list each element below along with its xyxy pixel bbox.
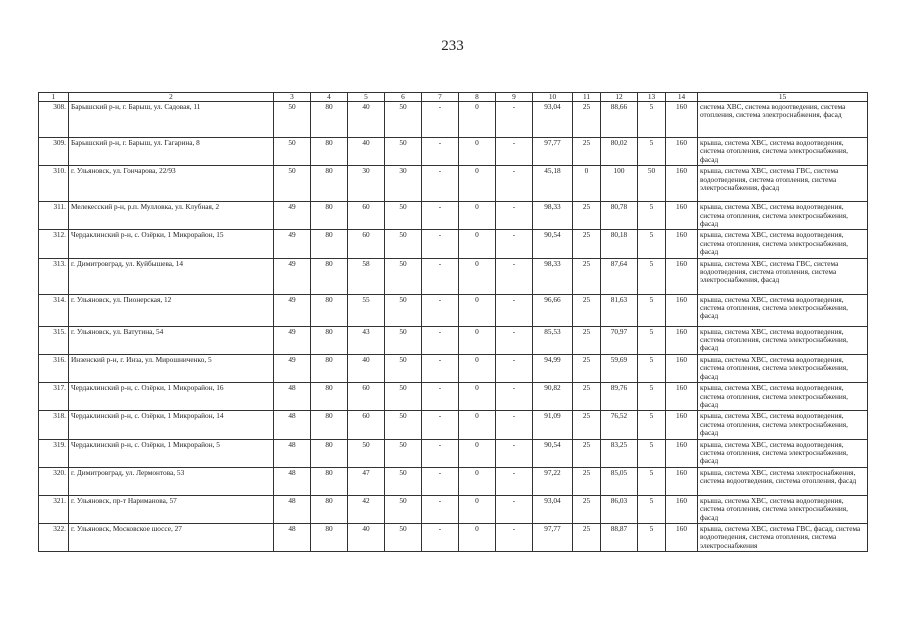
value-cell: 25	[573, 202, 601, 230]
value-cell: -	[496, 354, 533, 382]
value-cell: 160	[666, 411, 698, 439]
row-number-cell: 315.	[39, 326, 69, 354]
value-cell: 89,76	[601, 383, 638, 411]
value-cell: 48	[274, 523, 311, 551]
value-cell: 0	[459, 383, 496, 411]
value-cell: 80	[311, 326, 348, 354]
row-number-cell: 318.	[39, 411, 69, 439]
value-cell: 160	[666, 166, 698, 202]
value-cell: 80	[311, 294, 348, 326]
value-cell: 81,63	[601, 294, 638, 326]
works-cell: крыша, система ХВС, система водоотведения, система отопления, система электроснабжения, фасад	[698, 230, 868, 258]
value-cell: 160	[666, 523, 698, 551]
value-cell: 50	[385, 411, 422, 439]
value-cell: 0	[459, 102, 496, 138]
row-number-cell: 320.	[39, 467, 69, 495]
address-cell: г. Ульяновск, пр-т Нариманова, 57	[69, 495, 274, 523]
value-cell: 50	[385, 354, 422, 382]
header-cell: 11	[573, 93, 601, 102]
value-cell: -	[496, 439, 533, 467]
value-cell: 5	[638, 102, 666, 138]
value-cell: 50	[638, 166, 666, 202]
header-cell: 8	[459, 93, 496, 102]
value-cell: -	[422, 411, 459, 439]
table-row	[39, 467, 868, 495]
value-cell: 50	[385, 230, 422, 258]
value-cell: 90,54	[533, 439, 573, 467]
value-cell: 50	[385, 383, 422, 411]
works-cell: крыша, система ХВС, система водоотведения, система отопления, система электроснабжения, фасад	[698, 495, 868, 523]
value-cell: 50	[385, 258, 422, 294]
row-number-cell: 317.	[39, 383, 69, 411]
value-cell: 160	[666, 202, 698, 230]
table-row	[39, 102, 868, 138]
header-cell: 5	[348, 93, 385, 102]
value-cell: -	[496, 326, 533, 354]
value-cell: 97,77	[533, 138, 573, 166]
table-row	[39, 411, 868, 439]
row-number-cell: 322.	[39, 523, 69, 551]
table-row	[39, 138, 868, 166]
value-cell: 60	[348, 230, 385, 258]
value-cell: 0	[459, 411, 496, 439]
value-cell: 49	[274, 326, 311, 354]
value-cell: 5	[638, 258, 666, 294]
works-cell: крыша, система ХВС, система ГВС, система водоотведения, система отопления, система электроснабжения, фасад	[698, 258, 868, 294]
value-cell: 80	[311, 495, 348, 523]
value-cell: 49	[274, 354, 311, 382]
value-cell: 83,25	[601, 439, 638, 467]
table-row	[39, 202, 868, 230]
value-cell: 50	[385, 202, 422, 230]
value-cell: 80	[311, 411, 348, 439]
value-cell: 50	[385, 294, 422, 326]
value-cell: -	[496, 202, 533, 230]
value-cell: 85,53	[533, 326, 573, 354]
value-cell: 25	[573, 326, 601, 354]
header-cell: 14	[666, 93, 698, 102]
value-cell: 85,05	[601, 467, 638, 495]
value-cell: 48	[274, 439, 311, 467]
value-cell: 5	[638, 523, 666, 551]
value-cell: 25	[573, 294, 601, 326]
value-cell: 5	[638, 294, 666, 326]
value-cell: 60	[348, 383, 385, 411]
value-cell: 50	[385, 102, 422, 138]
row-number-cell: 319.	[39, 439, 69, 467]
works-cell: крыша, система ХВС, система электроснабжения, система водоотведения, система отопления, фасад	[698, 467, 868, 495]
row-number-cell: 311.	[39, 202, 69, 230]
table-row	[39, 258, 868, 294]
value-cell: 97,22	[533, 467, 573, 495]
value-cell: 80	[311, 523, 348, 551]
value-cell: 87,64	[601, 258, 638, 294]
value-cell: 50	[274, 138, 311, 166]
value-cell: 0	[459, 202, 496, 230]
address-cell: г. Ульяновск, ул. Гончарова, 22/93	[69, 166, 274, 202]
value-cell: 76,52	[601, 411, 638, 439]
value-cell: -	[496, 523, 533, 551]
value-cell: 60	[348, 411, 385, 439]
value-cell: -	[422, 230, 459, 258]
value-cell: 88,87	[601, 523, 638, 551]
value-cell: 45,18	[533, 166, 573, 202]
value-cell: 59,69	[601, 354, 638, 382]
value-cell: -	[422, 166, 459, 202]
row-number-cell: 314.	[39, 294, 69, 326]
value-cell: 55	[348, 294, 385, 326]
address-cell: г. Ульяновск, Московское шоссе, 27	[69, 523, 274, 551]
value-cell: 5	[638, 383, 666, 411]
table-row	[39, 354, 868, 382]
address-cell: Барышский р-н, г. Барыш, ул. Садовая, 11	[69, 102, 274, 138]
header-cell: 12	[601, 93, 638, 102]
value-cell: -	[422, 294, 459, 326]
value-cell: -	[422, 102, 459, 138]
value-cell: -	[496, 230, 533, 258]
works-cell: крыша, система ХВС, система ГВС, фасад, система водоотведения, система отопления, система электроснабжения	[698, 523, 868, 551]
value-cell: 160	[666, 439, 698, 467]
row-number-cell: 312.	[39, 230, 69, 258]
value-cell: 42	[348, 495, 385, 523]
value-cell: 80	[311, 230, 348, 258]
value-cell: 25	[573, 439, 601, 467]
value-cell: -	[422, 326, 459, 354]
works-cell: крыша, система ХВС, система водоотведения, система отопления, система электроснабжения, фасад	[698, 202, 868, 230]
address-cell: Чердаклинский р-н, с. Озёрки, 1 Микрорайон, 16	[69, 383, 274, 411]
value-cell: 98,33	[533, 202, 573, 230]
value-cell: 80	[311, 102, 348, 138]
value-cell: 5	[638, 230, 666, 258]
value-cell: -	[422, 138, 459, 166]
value-cell: 5	[638, 354, 666, 382]
value-cell: 80	[311, 166, 348, 202]
value-cell: 5	[638, 326, 666, 354]
value-cell: 50	[385, 138, 422, 166]
value-cell: -	[496, 166, 533, 202]
value-cell: -	[496, 383, 533, 411]
value-cell: 160	[666, 467, 698, 495]
value-cell: -	[422, 354, 459, 382]
header-cell: 1	[39, 93, 69, 102]
value-cell: -	[422, 495, 459, 523]
value-cell: 47	[348, 467, 385, 495]
value-cell: 25	[573, 354, 601, 382]
value-cell: 50	[385, 467, 422, 495]
works-cell: крыша, система ХВС, система водоотведения, система отопления, система электроснабжения, фасад	[698, 138, 868, 166]
value-cell: 49	[274, 294, 311, 326]
value-cell: 5	[638, 439, 666, 467]
header-cell: 7	[422, 93, 459, 102]
address-cell: Мелекесский р-н, р.п. Мулловка, ул. Клубная, 2	[69, 202, 274, 230]
table-row	[39, 230, 868, 258]
value-cell: 160	[666, 294, 698, 326]
value-cell: 25	[573, 495, 601, 523]
address-cell: Инзенский р-н, г. Инза, ул. Мирошниченко, 5	[69, 354, 274, 382]
value-cell: 25	[573, 411, 601, 439]
value-cell: 0	[459, 523, 496, 551]
value-cell: 0	[573, 166, 601, 202]
value-cell: 49	[274, 230, 311, 258]
value-cell: 25	[573, 258, 601, 294]
value-cell: 80	[311, 138, 348, 166]
value-cell: -	[496, 102, 533, 138]
value-cell: -	[496, 495, 533, 523]
header-cell: 13	[638, 93, 666, 102]
value-cell: 58	[348, 258, 385, 294]
value-cell: 5	[638, 467, 666, 495]
table-row	[39, 495, 868, 523]
value-cell: 50	[274, 166, 311, 202]
value-cell: -	[496, 411, 533, 439]
works-cell: крыша, система ХВС, система водоотведения, система отопления, система электроснабжения, фасад	[698, 383, 868, 411]
address-cell: Барышский р-н, г. Барыш, ул. Гагарина, 8	[69, 138, 274, 166]
works-cell: крыша, система ХВС, система водоотведения, система отопления, система электроснабжения, фасад	[698, 354, 868, 382]
value-cell: -	[422, 258, 459, 294]
header-cell: 3	[274, 93, 311, 102]
data-table	[38, 92, 868, 552]
value-cell: 100	[601, 166, 638, 202]
value-cell: 25	[573, 230, 601, 258]
value-cell: 86,03	[601, 495, 638, 523]
value-cell: 80,18	[601, 230, 638, 258]
value-cell: 30	[348, 166, 385, 202]
value-cell: 0	[459, 138, 496, 166]
value-cell: 91,09	[533, 411, 573, 439]
header-cell: 4	[311, 93, 348, 102]
address-cell: Чердаклинский р-н, с. Озёрки, 1 Микрорайон, 14	[69, 411, 274, 439]
address-cell: Чердаклинский р-н, с. Озёрки, 1 Микрорайон, 15	[69, 230, 274, 258]
value-cell: 94,99	[533, 354, 573, 382]
value-cell: -	[422, 202, 459, 230]
value-cell: 93,04	[533, 102, 573, 138]
value-cell: -	[496, 294, 533, 326]
value-cell: -	[422, 439, 459, 467]
value-cell: 80	[311, 439, 348, 467]
value-cell: 80,02	[601, 138, 638, 166]
page-number: 233	[441, 38, 464, 54]
address-cell: г. Димитровград, ул. Куйбышева, 14	[69, 258, 274, 294]
value-cell: -	[422, 383, 459, 411]
value-cell: 25	[573, 383, 601, 411]
table-row	[39, 166, 868, 202]
value-cell: 50	[385, 439, 422, 467]
row-number-cell: 310.	[39, 166, 69, 202]
address-cell: Чердаклинский р-н, с. Озёрки, 1 Микрорайон, 5	[69, 439, 274, 467]
value-cell: 160	[666, 326, 698, 354]
value-cell: 48	[274, 411, 311, 439]
value-cell: 90,82	[533, 383, 573, 411]
value-cell: 40	[348, 102, 385, 138]
works-cell: система ХВС, система водоотведения, система отопления, система электроснабжения, фасад	[698, 102, 868, 138]
value-cell: 5	[638, 202, 666, 230]
table-row	[39, 326, 868, 354]
value-cell: 160	[666, 495, 698, 523]
value-cell: 160	[666, 354, 698, 382]
table-row	[39, 439, 868, 467]
value-cell: -	[422, 523, 459, 551]
value-cell: 40	[348, 138, 385, 166]
value-cell: 90,54	[533, 230, 573, 258]
row-number-cell: 321.	[39, 495, 69, 523]
value-cell: 96,66	[533, 294, 573, 326]
value-cell: 160	[666, 230, 698, 258]
table-row	[39, 294, 868, 326]
value-cell: -	[422, 467, 459, 495]
row-number-cell: 308.	[39, 102, 69, 138]
table-row	[39, 383, 868, 411]
value-cell: 93,04	[533, 495, 573, 523]
value-cell: 0	[459, 467, 496, 495]
address-cell: г. Ульяновск, ул. Ватутина, 54	[69, 326, 274, 354]
row-number-cell: 316.	[39, 354, 69, 382]
works-cell: крыша, система ХВС, система водоотведения, система отопления, система электроснабжения, фасад	[698, 439, 868, 467]
value-cell: 43	[348, 326, 385, 354]
value-cell: 50	[385, 326, 422, 354]
value-cell: -	[496, 138, 533, 166]
value-cell: -	[496, 258, 533, 294]
value-cell: 80	[311, 383, 348, 411]
value-cell: 0	[459, 354, 496, 382]
value-cell: -	[496, 467, 533, 495]
value-cell: 25	[573, 467, 601, 495]
value-cell: 0	[459, 166, 496, 202]
value-cell: 50	[385, 523, 422, 551]
value-cell: 160	[666, 383, 698, 411]
value-cell: 5	[638, 495, 666, 523]
header-row	[39, 93, 868, 102]
works-cell: крыша, система ХВС, система ГВС, система водоотведения, система отопления, система электроснабжения, фасад	[698, 166, 868, 202]
value-cell: 98,33	[533, 258, 573, 294]
value-cell: 50	[274, 102, 311, 138]
header-cell: 9	[496, 93, 533, 102]
value-cell: 80	[311, 467, 348, 495]
value-cell: 30	[385, 166, 422, 202]
row-number-cell: 313.	[39, 258, 69, 294]
value-cell: 48	[274, 495, 311, 523]
value-cell: 49	[274, 258, 311, 294]
value-cell: 25	[573, 523, 601, 551]
value-cell: 0	[459, 230, 496, 258]
table-row	[39, 523, 868, 551]
value-cell: 49	[274, 202, 311, 230]
value-cell: 97,77	[533, 523, 573, 551]
address-cell: г. Димитровград, ул. Лермонтова, 53	[69, 467, 274, 495]
value-cell: 80	[311, 202, 348, 230]
header-cell: 2	[69, 93, 274, 102]
value-cell: 60	[348, 202, 385, 230]
address-cell: г. Ульяновск, ул. Пионерская, 12	[69, 294, 274, 326]
value-cell: 25	[573, 102, 601, 138]
works-cell: крыша, система ХВС, система водоотведения, система отопления, система электроснабжения, фасад	[698, 326, 868, 354]
value-cell: 5	[638, 138, 666, 166]
header-cell: 10	[533, 93, 573, 102]
works-cell: крыша, система ХВС, система водоотведения, система отопления, система электроснабжения, фасад	[698, 294, 868, 326]
value-cell: 160	[666, 258, 698, 294]
value-cell: 0	[459, 439, 496, 467]
value-cell: 80	[311, 258, 348, 294]
value-cell: 0	[459, 326, 496, 354]
value-cell: 40	[348, 354, 385, 382]
value-cell: 50	[385, 495, 422, 523]
row-number-cell: 309.	[39, 138, 69, 166]
value-cell: 0	[459, 258, 496, 294]
value-cell: 48	[274, 383, 311, 411]
value-cell: 0	[459, 294, 496, 326]
value-cell: 70,97	[601, 326, 638, 354]
value-cell: 88,66	[601, 102, 638, 138]
works-cell: крыша, система ХВС, система водоотведения, система отопления, система электроснабжения, фасад	[698, 411, 868, 439]
header-cell: 6	[385, 93, 422, 102]
value-cell: 40	[348, 523, 385, 551]
value-cell: 25	[573, 138, 601, 166]
value-cell: 160	[666, 138, 698, 166]
value-cell: 160	[666, 102, 698, 138]
header-cell: 15	[698, 93, 868, 102]
value-cell: 48	[274, 467, 311, 495]
value-cell: 80	[311, 354, 348, 382]
value-cell: 0	[459, 495, 496, 523]
value-cell: 80,78	[601, 202, 638, 230]
value-cell: 5	[638, 411, 666, 439]
value-cell: 50	[348, 439, 385, 467]
